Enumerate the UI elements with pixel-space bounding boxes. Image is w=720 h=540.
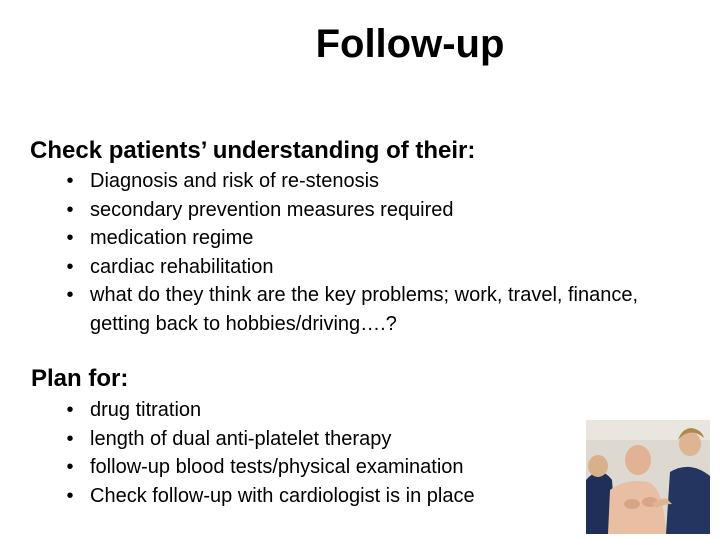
bullet-icon: • xyxy=(66,198,74,221)
list-item xyxy=(62,281,690,338)
bullet-icon: • xyxy=(66,456,74,478)
section-heading-plan-for: Plan for: xyxy=(31,365,129,392)
list-item-text: drug titration xyxy=(90,399,202,421)
list-item-text: cardiac rehabilitation xyxy=(90,255,274,278)
list-item-text: what do they think are the key problems; work, travel, finance, getting back to hobbies/driving….? xyxy=(90,284,639,335)
list-item xyxy=(62,482,475,511)
list-item xyxy=(62,453,475,482)
bullet-icon: • xyxy=(66,284,74,306)
understanding-list xyxy=(62,167,690,338)
list-item xyxy=(62,224,690,253)
slide-title: Follow-up xyxy=(315,22,505,66)
patient-nurse-photo xyxy=(586,420,710,534)
list-item-text: Diagnosis and risk of re-stenosis xyxy=(90,170,380,192)
list-item xyxy=(62,196,690,225)
bullet-icon: • xyxy=(66,427,74,450)
plan-list xyxy=(62,396,475,510)
list-item-text: follow-up blood tests/physical examination xyxy=(90,456,464,478)
list-item-text: medication regime xyxy=(90,227,254,249)
bullet-icon: • xyxy=(66,255,74,278)
list-item-text: secondary prevention measures required xyxy=(90,198,454,221)
list-item-text: Check follow-up with cardiologist is in place xyxy=(90,484,475,507)
list-item xyxy=(62,253,690,282)
list-item xyxy=(62,396,475,425)
bullet-icon: • xyxy=(66,484,74,507)
section-heading-check-understanding: Check patients’ understanding of their: xyxy=(30,137,476,164)
photo-illustration xyxy=(586,420,710,534)
list-item xyxy=(62,425,475,454)
list-item-text: length of dual anti-platelet therapy xyxy=(90,427,392,450)
bullet-icon: • xyxy=(66,170,74,192)
list-item xyxy=(62,167,690,196)
bullet-icon: • xyxy=(66,399,74,421)
bullet-icon: • xyxy=(66,227,74,249)
